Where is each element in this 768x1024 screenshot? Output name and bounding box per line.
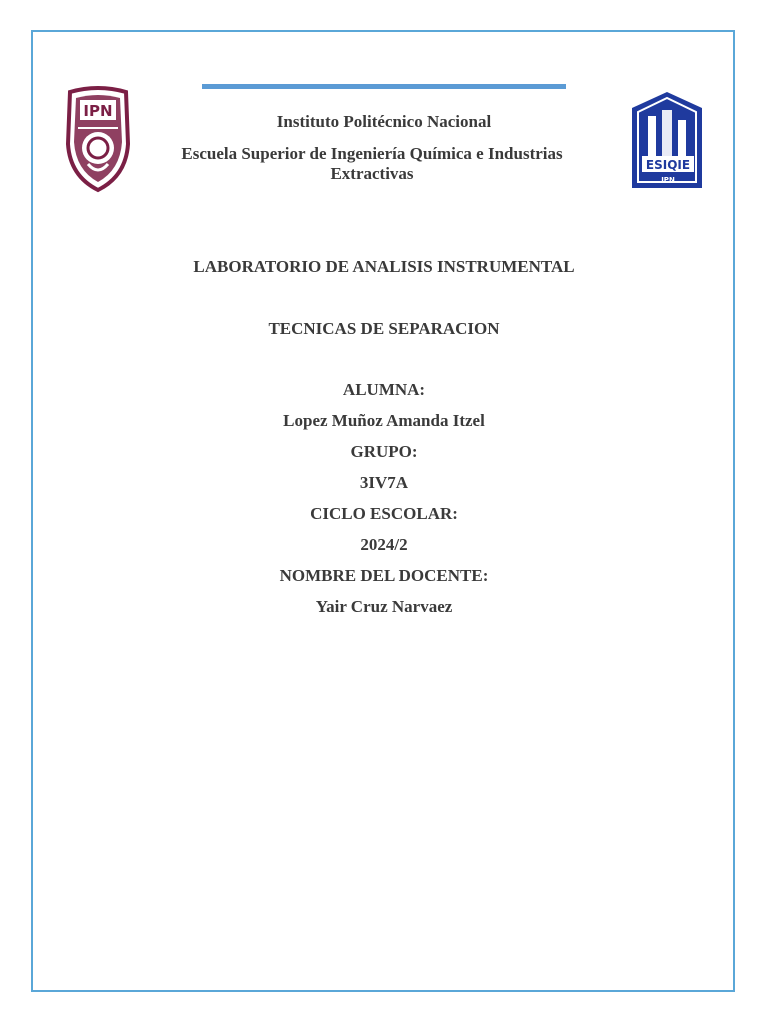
institution-name: Instituto Politécnico Nacional: [276, 112, 492, 131]
topic-title: TECNICAS DE SEPARACION: [268, 319, 500, 338]
teacher-name: Yair Cruz Narvaez: [315, 597, 453, 616]
teacher-label: NOMBRE DEL DOCENTE:: [279, 566, 489, 585]
svg-text:IPN: IPN: [83, 102, 113, 120]
school-cycle-label: CICLO ESCOLAR:: [310, 504, 458, 523]
svg-text:ESIQIE: ESIQIE: [645, 158, 691, 172]
ipn-shield-logo: [62, 84, 134, 194]
esiqie-logo: [628, 90, 706, 190]
student-details: [0, 380, 768, 628]
group-label: GRUPO:: [350, 442, 418, 461]
group-value: 3IV7A: [359, 473, 409, 492]
svg-text:IPN: IPN: [661, 176, 675, 184]
lab-title: LABORATORIO DE ANALISIS INSTRUMENTAL: [193, 257, 575, 276]
school-cycle-value: 2024/2: [360, 535, 408, 554]
student-name: Lopez Muñoz Amanda Itzel: [283, 411, 485, 430]
header-accent-bar: [202, 84, 566, 89]
student-label: ALUMNA:: [342, 380, 426, 399]
school-name: Escuela Superior de Ingeniería Química e Industrias Extractivas: [181, 144, 563, 183]
